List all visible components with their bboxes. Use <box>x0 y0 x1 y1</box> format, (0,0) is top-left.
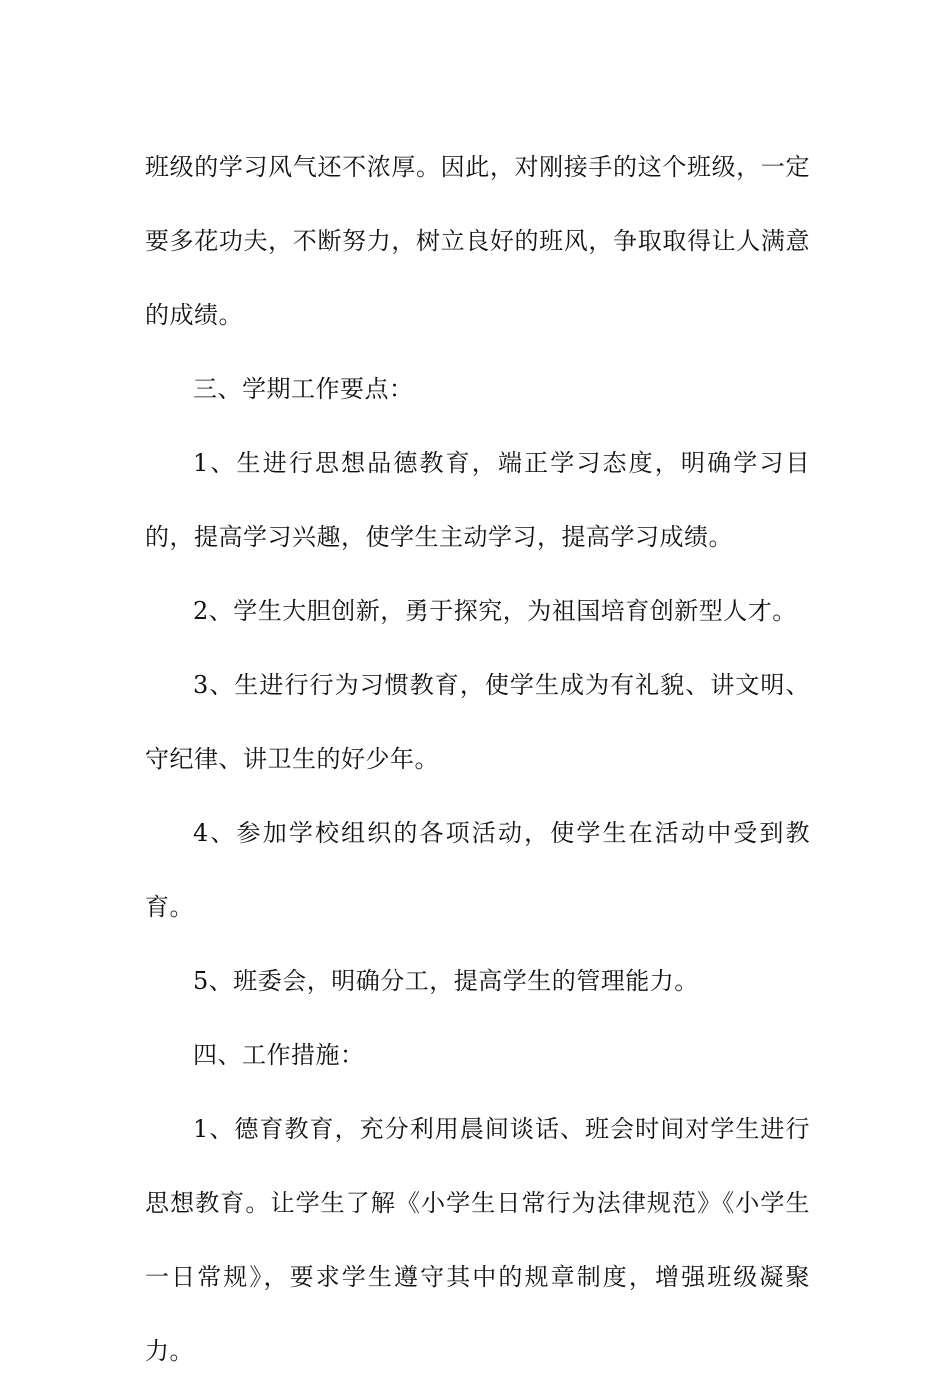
section-heading-work-measures: 四、工作措施： <box>193 1041 365 1069</box>
document-body <box>145 130 810 1388</box>
key-point-3: 3、生进行行为习惯教育，使学生成为有礼貌、讲文明、守纪律、讲卫生的好少年。 <box>145 671 810 773</box>
measure-1: 1、德育教育，充分利用晨间谈话、班会时间对学生进行思想教育。让学生了解《小学生日常行为法律规范》《小学生一日常规》，要求学生遵守其中的规章制度，增强班级凝聚力。 <box>145 1115 810 1365</box>
key-point-4: 4、参加学校组织的各项活动，使学生在活动中受到教育。 <box>145 819 810 921</box>
key-point-5: 5、班委会，明确分工，提高学生的管理能力。 <box>193 967 699 995</box>
section-heading-semester-key-points: 三、学期工作要点： <box>193 375 414 403</box>
key-point-2: 2、学生大胆创新，勇于探究，为祖国培育创新型人才。 <box>193 597 797 625</box>
paragraph-continuation: 班级的学习风气还不浓厚。因此，对刚接手的这个班级，一定要多花功夫，不断努力，树立良好的班风，争取取得让人满意的成绩。 <box>145 153 810 329</box>
key-point-1: 1、生进行思想品德教育，端正学习态度，明确学习目的，提高学习兴趣，使学生主动学习，提高学习成绩。 <box>145 449 810 551</box>
